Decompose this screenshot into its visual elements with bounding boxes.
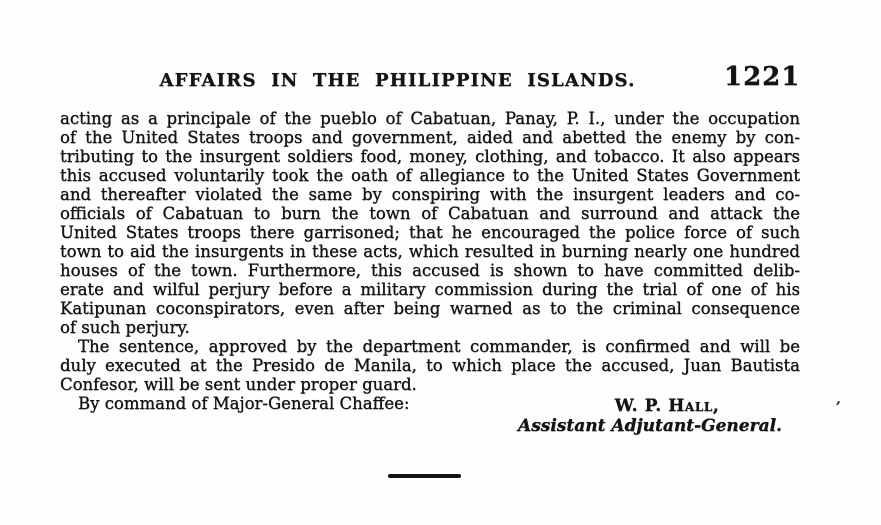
text-line: United States troops there garrisoned; that he encouraged the police force of such (60, 223, 800, 242)
page-number: 1221 (724, 62, 801, 92)
text-line: duly executed at the Presido de Manila, to which place the accused, Juan Bautista (60, 356, 800, 375)
text-line: officials of Cabatuan to burn the town of Cabatuan and surround and attack the (60, 204, 800, 223)
signature-name: W. P. Hall, (614, 396, 720, 416)
text-line: Confesor, will be sent under proper guard. (60, 375, 417, 394)
text-line: town to aid the insurgents in these acts, which resulted in burning nearly one hundred (60, 242, 800, 261)
signature-title: Assistant Adjutant-General. (518, 416, 782, 436)
scan-artifact-mark: ’ (833, 397, 842, 417)
text-line: Katipunan coconspirators, even after being warned as to the criminal consequence (60, 299, 800, 318)
text-line: acting as a principale of the pueblo of Cabatuan, Panay, P. I., under the occupation (60, 109, 800, 128)
text-line: The sentence, approved by the department commander, is confirmed and will be (78, 337, 800, 356)
text-line: and thereafter violated the same by conspiring with the insurgent leaders and co- (60, 185, 800, 204)
text-line: of such perjury. (60, 318, 190, 337)
text-line: houses of the town. Furthermore, this accused is shown to have committed delib- (60, 261, 800, 280)
section-divider-rule (388, 474, 461, 478)
signature-block (500, 397, 800, 436)
running-header-title: AFFAIRS IN THE PHILIPPINE ISLANDS. (159, 70, 636, 91)
text-line: By command of Major-General Chaffee: (78, 394, 410, 413)
text-line: this accused voluntarily took the oath of allegiance to the United States Government (60, 166, 800, 185)
text-line: tributing to the insurgent soldiers food, money, clothing, and tobacco. It also appears (60, 147, 800, 166)
body-text (60, 109, 800, 413)
text-line: of the United States troops and government, aided and abetted the enemy by con- (60, 128, 800, 147)
text-line: erate and wilful perjury before a military commission during the trial of one of his (60, 280, 800, 299)
